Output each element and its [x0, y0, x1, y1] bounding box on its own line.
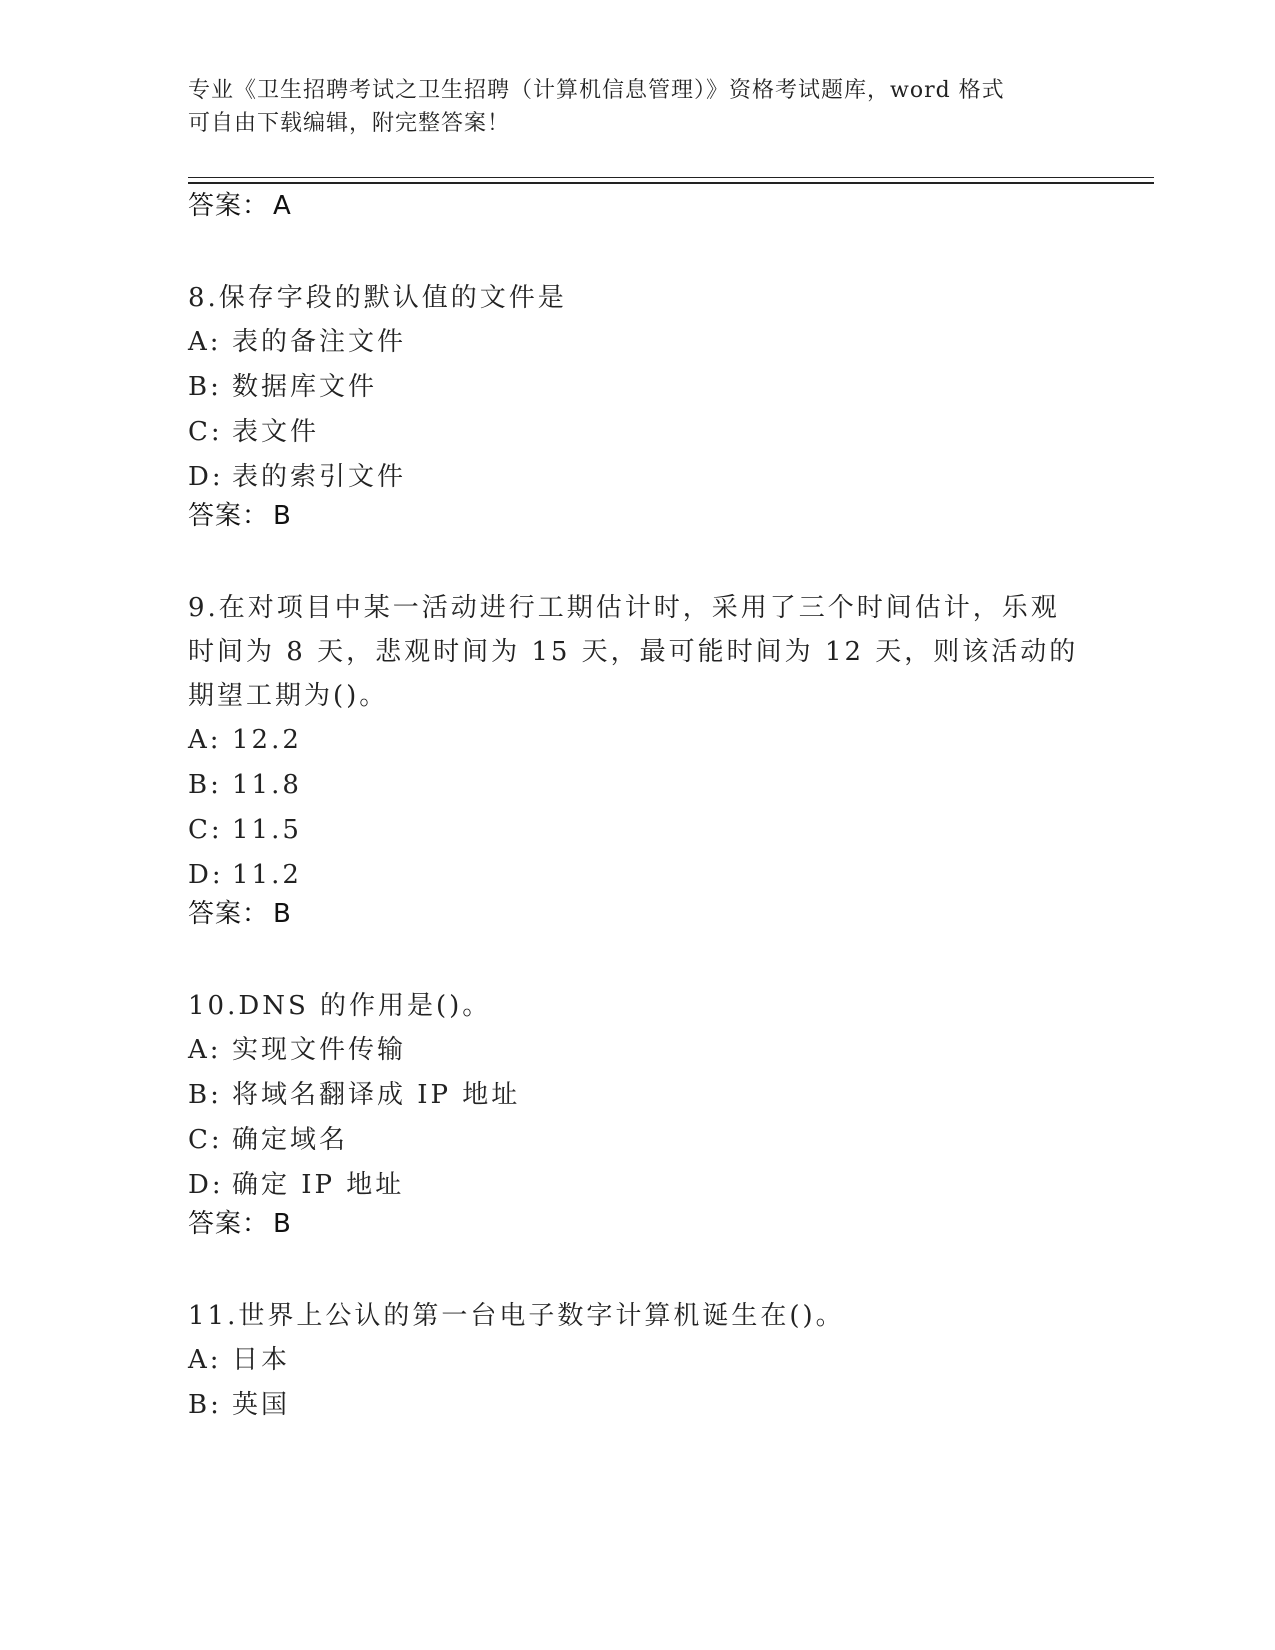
option-key-group [188, 763, 232, 808]
option-key: D [188, 462, 212, 492]
question-stem: 11.世界上公认的第一台电子数字计算机诞生在()。 [188, 1301, 845, 1331]
option-key-group [188, 1383, 232, 1428]
option-text: 确定域名 [232, 1125, 349, 1155]
answer-colon: ： [242, 1209, 270, 1239]
answer-label: 答案 [188, 191, 243, 221]
option-line [188, 365, 1088, 410]
option-line [188, 763, 1088, 808]
option-line [188, 808, 1088, 853]
header-line-2: 可自由下载编辑，附完整答案！ [188, 111, 511, 136]
option-line [188, 1383, 1088, 1428]
question-stem: 8.保存字段的默认值的文件是 [188, 283, 567, 313]
answer-label: 答案 [188, 1209, 243, 1239]
option-text: 表文件 [232, 417, 320, 447]
option-separator: : [209, 327, 222, 357]
document-header [188, 74, 1068, 140]
question-block [188, 586, 1088, 984]
option-text: 日本 [232, 1345, 291, 1375]
option-separator: : [211, 462, 224, 492]
option-line [188, 455, 1088, 500]
answer-line [188, 500, 1088, 532]
option-text: 11.8 [232, 770, 302, 800]
option-key: A [188, 725, 210, 755]
option-key: A [188, 1035, 210, 1065]
answer-value: B [273, 899, 292, 929]
option-key: A [188, 327, 210, 357]
option-text: 将域名翻译成 IP 地址 [232, 1080, 521, 1110]
option-key: B [188, 1390, 211, 1420]
option-key: C [188, 417, 211, 447]
header-line-1: 专业《卫生招聘考试之卫生招聘（计算机信息管理）》资格考试题库，word 格式 [188, 78, 1005, 103]
answer-value: B [273, 501, 292, 531]
option-key: C [188, 815, 211, 845]
option-text: 11.2 [232, 860, 302, 890]
option-key-group [188, 410, 232, 455]
option-separator: : [211, 860, 224, 890]
question-stem: 9.在对项目中某一活动进行工期估计时，采用了三个时间估计，乐观时间为 8 天，悲观时间为 15 天，最可能时间为 12 天，则该活动的期望工期为()。 [188, 593, 1079, 711]
option-separator: : [210, 1080, 222, 1110]
answer-label: 答案 [188, 899, 243, 929]
answer-colon: ： [242, 191, 270, 221]
header-divider-top [188, 177, 1154, 178]
option-text: 11.5 [232, 815, 302, 845]
option-key-group [188, 320, 232, 365]
option-separator: : [210, 1125, 223, 1155]
option-line [188, 718, 1088, 763]
answer-line [188, 1208, 1088, 1240]
option-key: C [188, 1125, 211, 1155]
option-line [188, 1028, 1088, 1073]
question-block [188, 276, 1088, 586]
option-separator: : [210, 372, 222, 402]
spacer [188, 930, 1088, 984]
option-line [188, 320, 1088, 365]
option-key-group [188, 853, 232, 898]
option-text: 表的备注文件 [232, 327, 407, 357]
option-separator: : [209, 1345, 222, 1375]
answer-value: A [273, 191, 292, 221]
option-separator: : [210, 815, 223, 845]
option-text: 英国 [232, 1390, 291, 1420]
option-key: D [188, 860, 212, 890]
answer-value: B [273, 1209, 292, 1239]
option-key: B [188, 1080, 211, 1110]
option-text: 12.2 [232, 725, 302, 755]
answer-colon: ： [242, 899, 270, 929]
option-key: A [188, 1345, 210, 1375]
question-stem: 10.DNS 的作用是()。 [188, 991, 492, 1021]
option-text: 实现文件传输 [232, 1035, 407, 1065]
option-key-group [188, 365, 232, 410]
question-block [188, 984, 1088, 1294]
option-key-group [188, 718, 232, 763]
option-line [188, 1118, 1088, 1163]
option-separator: : [209, 725, 222, 755]
answer-label: 答案 [188, 501, 243, 531]
spacer [188, 1240, 1088, 1294]
option-key-group [188, 1028, 232, 1073]
option-key-group [188, 455, 232, 500]
option-key-group [188, 808, 232, 853]
header-divider-bottom [188, 182, 1154, 184]
question-block [188, 1294, 1088, 1428]
option-line [188, 853, 1088, 898]
question-list [188, 190, 1088, 1428]
option-separator: : [211, 1170, 224, 1200]
spacer [188, 222, 1088, 276]
option-separator: : [210, 417, 223, 447]
option-key-group [188, 1338, 232, 1383]
option-line [188, 1073, 1088, 1118]
spacer [188, 532, 1088, 586]
option-key-group [188, 1118, 232, 1163]
answer-line [188, 190, 1088, 222]
option-line [188, 1163, 1088, 1208]
option-line [188, 410, 1088, 455]
option-text: 表的索引文件 [232, 462, 407, 492]
option-separator: : [209, 1035, 222, 1065]
questions [188, 276, 1088, 1428]
option-key: B [188, 770, 211, 800]
answer-line [188, 898, 1088, 930]
option-line [188, 1338, 1088, 1383]
option-separator: : [210, 770, 222, 800]
option-key-group [188, 1163, 232, 1208]
option-text: 确定 IP 地址 [232, 1170, 405, 1200]
option-separator: : [210, 1390, 222, 1420]
option-key-group [188, 1073, 232, 1118]
option-text: 数据库文件 [232, 372, 378, 402]
option-key: B [188, 372, 211, 402]
option-key: D [188, 1170, 212, 1200]
answer-colon: ： [242, 501, 270, 531]
